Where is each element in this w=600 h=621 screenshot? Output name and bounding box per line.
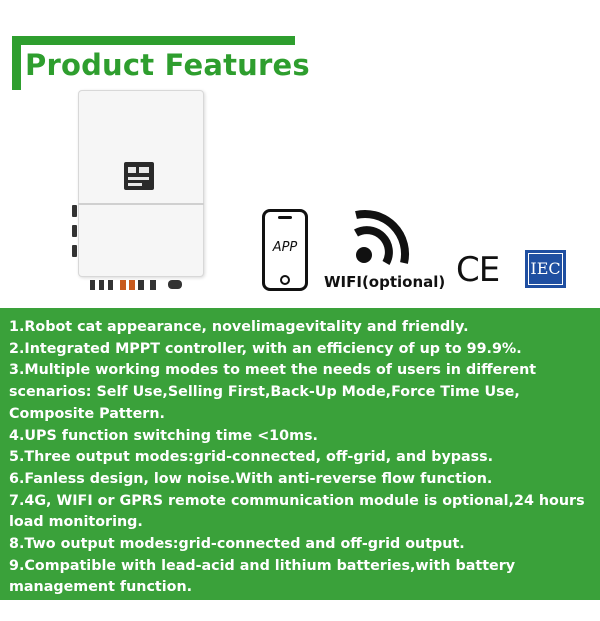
inverter-side-port	[72, 225, 77, 237]
header-accent-bar	[12, 36, 295, 45]
page-title: Product Features	[25, 48, 310, 82]
inverter-connector	[108, 280, 113, 290]
inverter-connector	[129, 280, 135, 290]
inverter-connector	[168, 280, 182, 289]
features-panel	[0, 308, 600, 618]
wifi-label: WIFI(optional)	[324, 273, 446, 291]
inverter-connector	[99, 280, 104, 290]
feature-item: 1.Robot cat appearance, novelimagevitality and friendly.	[9, 319, 469, 335]
app-label: APP	[272, 240, 298, 255]
wifi-icon	[350, 207, 412, 269]
inverter-panel-split	[78, 203, 204, 205]
inverter-image	[72, 90, 212, 300]
inverter-connector	[90, 280, 95, 290]
inverter-connector	[120, 280, 126, 290]
inverter-side-port	[72, 205, 77, 217]
header-accent-side	[12, 36, 21, 90]
features-list	[9, 317, 597, 621]
feature-item: 5.Three output modes:grid-connected, off-grid, and bypass.	[9, 449, 494, 466]
phone-icon	[262, 209, 308, 291]
feature-item: 7.4G, WIFI or GPRS remote communication module is optional,24 hours load monitoring.	[9, 492, 585, 531]
feature-item: 4.UPS function switching time <10ms.	[9, 427, 318, 444]
feature-item: 2.Integrated MPPT controller, with an efficiency of up to 99.9%.	[9, 340, 522, 357]
feature-item: 6.Fanless design, low noise.With anti-reverse flow function.	[9, 470, 493, 487]
iec-mark-icon: IEC	[525, 250, 566, 288]
inverter-connector	[138, 280, 144, 290]
ce-mark-icon: CE	[456, 250, 500, 290]
feature-item: 8.Two output modes:grid-connected and off-grid output.	[9, 536, 465, 553]
inverter-display	[124, 162, 154, 190]
feature-item: 9.Compatible with lead-acid and lithium batteries,with battery management function.	[9, 557, 516, 596]
inverter-connector	[150, 280, 156, 290]
feature-item: 3.Multiple working modes to meet the needs of users in different scenarios: Self Use,Selling First,Back-Up Mode,Force Time Use, Composite Pattern.	[9, 362, 537, 422]
inverter-side-port	[72, 245, 77, 257]
feature-item: 10.IP66 protection grade, can be installed outdoors.	[9, 601, 432, 618]
